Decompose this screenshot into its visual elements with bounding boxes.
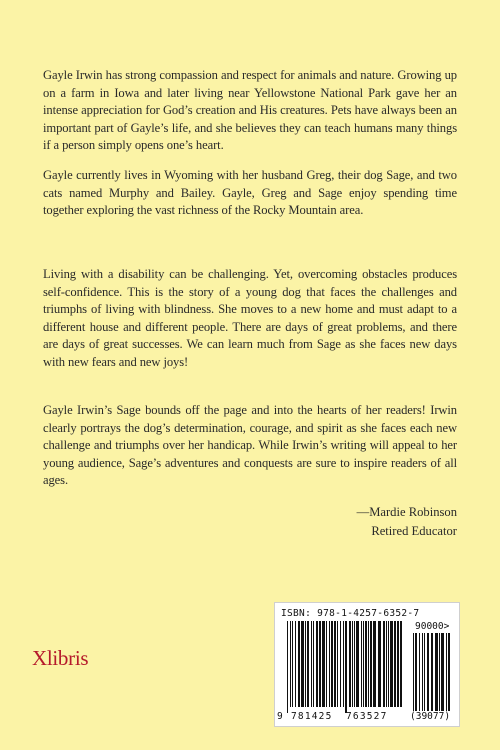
quote-attribution: [357, 503, 457, 541]
barcode-digits-right: 763527: [346, 711, 388, 722]
barcode-addon-bars-icon: [413, 633, 453, 711]
quote-author-title: Retired Educator: [371, 524, 457, 538]
barcode-digits-left: 781425: [291, 711, 333, 722]
review-quote-paragraph: Gayle Irwin’s Sage bounds off the page and into the hearts of her readers! Irwin clearly portrays the dog’s determination, courage, and spirit as she faces each new challenge and triumphs over her handicap. While Irwin’s writing will appeal to her young audience, Sage’s adventures and conquests are sure to inspire readers of all ages.: [43, 403, 457, 488]
book-synopsis-paragraph: Living with a disability can be challenging. Yet, overcoming obstacles produces self-confidence. This is the story of a young dog that faces the challenges and triumphs of living with blindness. She moves to a new home and must adapt to a different house and different people. There are days of great problems, and there are days of great successes. We can learn much from Sage as she faces new days with new fears and new joys!: [43, 267, 457, 369]
author-bio-paragraph: Gayle Irwin has strong compassion and respect for animals and nature. Growing up on a farm in Iowa and later living near Yellowstone National Park gave her an intense appreciation for God’s creation and His creatures. Pets have always been an important part of Gayle’s life, and she believes they can teach humans many things if a person simply opens one’s heart.: [43, 68, 457, 153]
isbn-barcode: [274, 602, 460, 727]
publisher-logo: Xlibris: [32, 646, 89, 670]
barcode-digit-lead: 9: [277, 711, 283, 722]
barcode-bars-icon: [287, 621, 405, 713]
isbn-label: ISBN: 978-1-4257-6352-7: [281, 608, 420, 619]
barcode-addon-price: 90000>: [415, 621, 450, 632]
barcode-digits-addon: (39077): [410, 711, 451, 722]
author-home-paragraph: Gayle currently lives in Wyoming with her husband Greg, their dog Sage, and two cats named Murphy and Bailey. Gayle, Greg and Sage enjoy spending time together exploring the vast richness of the Rocky Mountain area.: [43, 168, 457, 218]
quote-author: —Mardie Robinson: [356, 505, 457, 519]
